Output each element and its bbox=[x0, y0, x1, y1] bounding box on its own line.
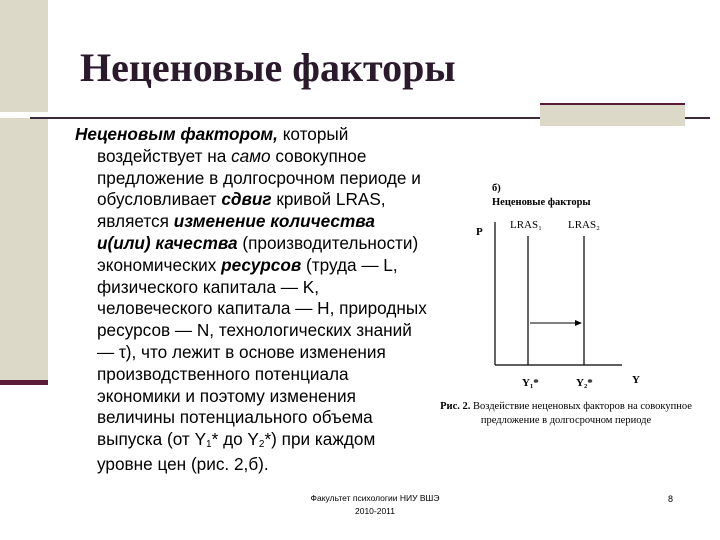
body-emph: сдвиг bbox=[221, 189, 272, 210]
y1-tick-label: Y₁* bbox=[522, 377, 539, 389]
body-subscript: 2 bbox=[258, 439, 265, 451]
body-text: кривой LRAS, является bbox=[97, 189, 386, 232]
body-text: который воздействует на bbox=[97, 124, 349, 166]
figure-sub-title: Неценовые факторы bbox=[492, 197, 591, 208]
caption-number: Рис. 2. bbox=[440, 401, 471, 412]
body-text: *) при каждом уровне цен (рис. 2,б). bbox=[97, 429, 376, 474]
body-text: совокупное предложение в долгосрочном периоде и обусловливает bbox=[97, 145, 421, 210]
body-text: (производительности) экономических bbox=[97, 232, 419, 275]
body-text: * до Y bbox=[211, 429, 259, 450]
x-axis-label: Y bbox=[632, 374, 640, 386]
figure-caption bbox=[436, 400, 696, 428]
y2-tick-label: Y₂* bbox=[576, 377, 593, 389]
body-text: (труда — L, физического капитала — K, человеческого капитала — H, природных ресурсов — N, технологических знаний — τ), что лежит в основе изменения производственного потенциала экономики и поэтому изменения величины потенциального объема выпуска (от Y bbox=[97, 254, 427, 450]
footer-line2: 2010-2011 bbox=[354, 506, 396, 516]
body-term: Неценовым фактором, bbox=[75, 124, 278, 144]
shift-arrow-head bbox=[575, 320, 582, 326]
caption-text: Воздействие неценовых факторов на совокупное предложение в долгосрочном периоде bbox=[470, 401, 692, 426]
page-number: 8 bbox=[668, 494, 674, 504]
lras2-label: LRAS₂ bbox=[568, 219, 600, 231]
footer-line1: Факультет психологии НИУ ВШЭ bbox=[310, 493, 440, 503]
lras1-label: LRAS₁ bbox=[510, 219, 542, 231]
body-emph: ресурсов bbox=[221, 254, 302, 275]
figure-subtitle bbox=[492, 182, 591, 210]
figure-sub-label: б) bbox=[492, 183, 501, 194]
body-emph: само bbox=[231, 145, 271, 166]
slide-title: Неценовые факторы bbox=[80, 45, 456, 90]
footer bbox=[250, 492, 500, 518]
body-emph: изменение количества и(или) качества bbox=[97, 211, 375, 253]
y-axis-label: P bbox=[476, 226, 483, 238]
body-subscript: 1 bbox=[206, 439, 212, 451]
